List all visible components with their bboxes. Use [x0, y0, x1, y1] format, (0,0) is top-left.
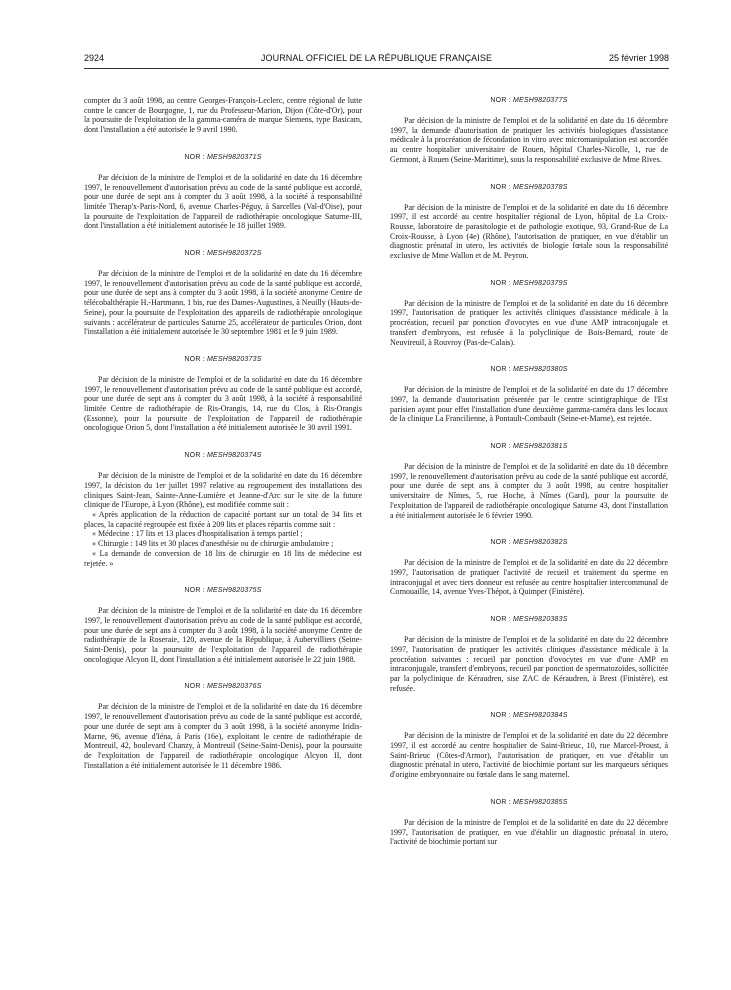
decision-paragraph: Par décision de la ministre de l'emploi et de la solidarité en date du 16 décembre 1997, le renouvellement d'autorisation prévu au code de la santé publique est accordé, pour une durée de sept ans à compter du 3 août 1998, à la société à responsabilité limitée Therap'x-Paris-Nord, 6, avenue Charles-Péguy, à Sarcelles (Val-d'Oise), pour la poursuite de l'exploitation de l'appareil de radiothérapie oncologique Saturne-III, dont l'installation a été initialement autorisée le 18 juillet 1989. [84, 172, 362, 231]
nor-reference: NOR : MESH9820379S [490, 279, 568, 287]
journal-title: JOURNAL OFFICIEL DE LA RÉPUBLIQUE FRANÇAISE [260, 53, 493, 63]
nor-code: MESH9820384S [513, 712, 568, 720]
nor-reference: NOR : MESH9820372S [184, 250, 262, 258]
intro-paragraph: compter du 3 août 1998, au centre Georges-François-Leclerc, centre régional de lutte contre le cancer de Bourgogne, 1, rue du Professeur-Marion, Dijon (Côte-d'Or), pour la poursuite de l'exploitation de la gamma-caméra de marque Siemens, type Basicam, dont l'installation a été autorisée le 9 avril 1990. [84, 96, 362, 135]
nor-reference: NOR : MESH9820385S [490, 798, 568, 806]
left-column [84, 96, 362, 770]
nor-code: MESH9820377S [513, 97, 568, 104]
nor-code: MESH9820372S [207, 250, 262, 258]
decision-paragraph: Par décision de la ministre de l'emploi et de la solidarité en date du 22 décembre 1997, l'autorisation de pratiquer les activités cliniques d'assistance médicale à la procréation suivantes : recueil par ponction d'ovocytes en vue d'une AMP en intraconjugale, transfert d'embryons, recueil par ponction de spermatozoïdes, sollicitée par la polyclinique de Kéraudren, sise ZAC de Kéraudren, à Brest (Finistère), est refusée. [390, 635, 668, 693]
decision-paragraph: Par décision de la ministre de l'emploi et de la solidarité en date du 16 décembre 1997, l'autorisation de pratiquer les activités cliniques d'assistance médicale à la procréation, recueil par ponction d'ovocytes en vue d'une AMP intraconjugale et transfert d'embryons, est refusée à la polyclinique de Bois-Bernard, route de Neuvireuil, à Rouvroy (Pas-de-Calais). [390, 298, 668, 347]
decision-paragraph: Par décision de la ministre de l'emploi et de la solidarité en date du 16 décembre 1997, le renouvellement d'autorisation prévu au code de la santé publique est accordé, pour une durée de sept ans à compter du 3 août 1998, à la société à responsabilité limitée Centre de radiothérapie de Ris-Orangis, 14, rue du Clos, à Ris-Orangis (Essonne), pour la poursuite de l'exploitation de l'appareil de radiothérapie oncologique Orion 5, dont l'installation a été initialement autorisée le 30 avril 1991. [84, 374, 362, 433]
nor-code: MESH9820374S [207, 452, 262, 460]
decision-paragraph: Par décision de la ministre de l'emploi et de la solidarité en date du 18 décembre 1997, le renouvellement d'autorisation prévu au code de la santé publique est accordé, pour une durée de sept ans à compter du 3 août 1998, au centre hospitalier universitaire de Nîmes, 5, rue Hoche, à Nîmes (Gard), pour la poursuite de l'exploitation de l'appareil de radiothérapie oncologique Saturne 43, dont l'installation a été initialement autorisée le 6 février 1990. [390, 462, 668, 520]
decision-paragraph: Par décision de la ministre de l'emploi et de la solidarité en date du 16 décembre 1997, le renouvellement d'autorisation prévu au code de la santé publique est accordé, pour une durée de sept ans à compter du 3 août 1998, à la société anonyme Iridis-Marne, 96, avenue d'Iéna, à Paris (16e), exploitant le centre de radiothérapie de Montreuil, 42, boulevard Chanzy, à Montreuil (Seine-Saint-Denis), pour la poursuite de l'exploitation de l'appareil de radiothérapie oncologique Alcyon II, dont l'installation a été initialement autorisée le 11 décembre 1986. [84, 702, 362, 770]
decision-paragraph: Par décision de la ministre de l'emploi et de la solidarité en date du 16 décembre 1997, le renouvellement d'autorisation prévu au code de la santé publique est accordé, pour une durée de sept ans à compter du 3 août 1998, à la société anonyme Centre de radiothérapie de la Roseraie, 120, avenue de la République, à Aubervilliers (Seine-Saint-Denis), pour la poursuite de l'exploitation de l'appareil de radiothérapie oncologique Alcyon II, dont l'installation a été initialement autorisée le 22 juin 1988. [84, 606, 362, 664]
nor-reference: NOR : MESH9820377S [490, 97, 568, 104]
decision-paragraph: Par décision de la ministre de l'emploi et de la solidarité en date du 16 décembre 1997, le renouvellement d'autorisation prévu au code de la santé publique est accordé, pour une durée de sept ans à compter du 3 août 1998, à la société anonyme Centre de télécobalthérapie H.-Hartmann, 1 bis, rue des Dames-Augustines, à Neuilly (Hauts-de-Seine), pour la poursuite de l'exploitation des appareils de radiothérapie oncologique suivants : accélérateur de particules Saturne 25, accélérateur de particules Orion, dont l'installation a été initialement autorisée le 30 septembre 1981 et le 9 juin 1989. [84, 269, 362, 337]
nor-reference: NOR : MESH9820382S [490, 539, 568, 547]
nor-code: MESH9820382S [513, 539, 568, 547]
nor-reference: NOR : MESH9820376S [184, 683, 262, 691]
nor-code: MESH9820371S [207, 153, 262, 161]
decision-paragraph: Par décision de la ministre de l'emploi et de la solidarité en date du 22 décembre 1997, l'autorisation de pratiquer l'activité de recueil et traitement du sperme en intraconjugal et avec tiers donneur est refusée au centre hospitalier intercommunal de Cornouaille, 14, avenue Yves-Thépot, à Quimper (Finistère). [390, 558, 668, 597]
nor-reference: NOR : MESH9820371S [184, 153, 262, 161]
page-number: 2924 [84, 53, 105, 63]
decision-paragraph: Par décision de la ministre de l'emploi et de la solidarité en date du 16 décembre 1997, il est accordé au centre hospitalier régional de Lyon, hôpital de La Croix-Rousse, laboratoire de parasitologie et de pathologie exotique, 93, Grand-Rue de La Croix-Rousse, à Lyon (4e) (Rhône), l'autorisation de pratiquer, en vue d'établir un diagnostic prénatal in utero, les activités de biologie fœtale sous la responsabilité exclusive de Mme Wallon et de M. Peyron. [390, 202, 668, 261]
header-rule [84, 68, 669, 69]
nor-code: MESH9820380S [513, 366, 568, 374]
nor-code: MESH9820378S [513, 183, 568, 191]
nor-code: MESH9820375S [207, 587, 262, 595]
decision-paragraph: Par décision de la ministre de l'emploi et de la solidarité en date du 16 décembre 1997, la décision du 1er juillet 1997 relative au regroupement des installations des cliniques Saint-Jean, Sainte-Anne-Lumière et Jeanne-d'Arc sur le site de la future clinique de l'Europe, à Lyon (Rhône), est modifiée comme suit : [84, 471, 362, 510]
nor-code: MESH9820379S [513, 279, 568, 287]
nor-reference: NOR : MESH9820383S [490, 616, 568, 624]
nor-reference: NOR : MESH9820373S [184, 355, 262, 363]
decision-paragraph: Par décision de la ministre de l'emploi et de la solidarité en date du 17 décembre 1997, la demande d'autorisation présentée par le centre scintigraphique de l'Est parisien ayant pour effet l'installation d'une deuxième gamma-caméra dans les locaux de la clinique La Francilienne, à Pontault-Combault (Seine-et-Marne), est rejetée. [390, 385, 668, 424]
nor-code: MESH9820373S [207, 355, 262, 363]
amendment-line: « Chirurgie : 149 lits et 30 places d'anesthésie ou de chirurgie ambulatoire ; [92, 539, 334, 549]
amendment-line: « Médecine : 17 lits et 13 places d'hospitalisation à temps partiel ; [92, 529, 303, 539]
nor-code: MESH9820385S [513, 798, 568, 806]
decision-paragraph: Par décision de la ministre de l'emploi et de la solidarité en date du 22 décembre 1997, il est accordé au centre hospitalier de Saint-Brieuc, 10, rue Marcel-Proust, à Saint-Brieuc (Côtes-d'Armor), l'autorisation de pratiquer, en vue d'établir un diagnostic prénatal in utero, l'activité de biochimie portant sur les marqueurs sériques d'origine embryonnaire ou fœtale dans le sang maternel. [390, 731, 668, 780]
nor-reference: NOR : MESH9820375S [184, 587, 262, 595]
nor-reference: NOR : MESH9820381S [490, 443, 568, 451]
nor-code: MESH9820376S [207, 683, 262, 691]
nor-code: MESH9820383S [513, 616, 568, 624]
nor-reference: NOR : MESH9820378S [490, 183, 568, 191]
amendment-line: « Après application de la réduction de capacité portant sur un total de 34 lits et places, la capacité regroupée est fixée à 209 lits et places répartis comme suit : [84, 509, 362, 529]
nor-reference: NOR : MESH9820374S [184, 452, 262, 460]
publication-date: 25 février 1998 [608, 53, 669, 63]
decision-paragraph: Par décision de la ministre de l'emploi et de la solidarité en date du 22 décembre 1997, l'autorisation de pratiquer, en vue d'établir un diagnostic prénatal in utero, l'activité de biochimie portant sur [390, 817, 668, 847]
nor-reference: NOR : MESH9820384S [490, 712, 568, 720]
page-header [84, 53, 669, 67]
right-column [390, 96, 668, 847]
decision-paragraph: Par décision de la ministre de l'emploi et de la solidarité en date du 16 décembre 1997, la demande d'autorisation de pratiquer les activités biologiques d'assistance médicale à la procréation de fécondation in vitro avec micromanipulation est accordée au centre hospitalier universitaire de Rouen, hôpital Charles-Nicolle, 1, rue de Germont, à Rouen (Seine-Maritime), sous la responsabilité exclusive de Mme Rives. [390, 116, 668, 164]
amendment-line: « La demande de conversion de 18 lits de chirurgie en 18 lits de médecine est rejetée. » [84, 548, 362, 568]
nor-code: MESH9820381S [513, 443, 568, 451]
nor-reference: NOR : MESH9820380S [490, 366, 568, 374]
